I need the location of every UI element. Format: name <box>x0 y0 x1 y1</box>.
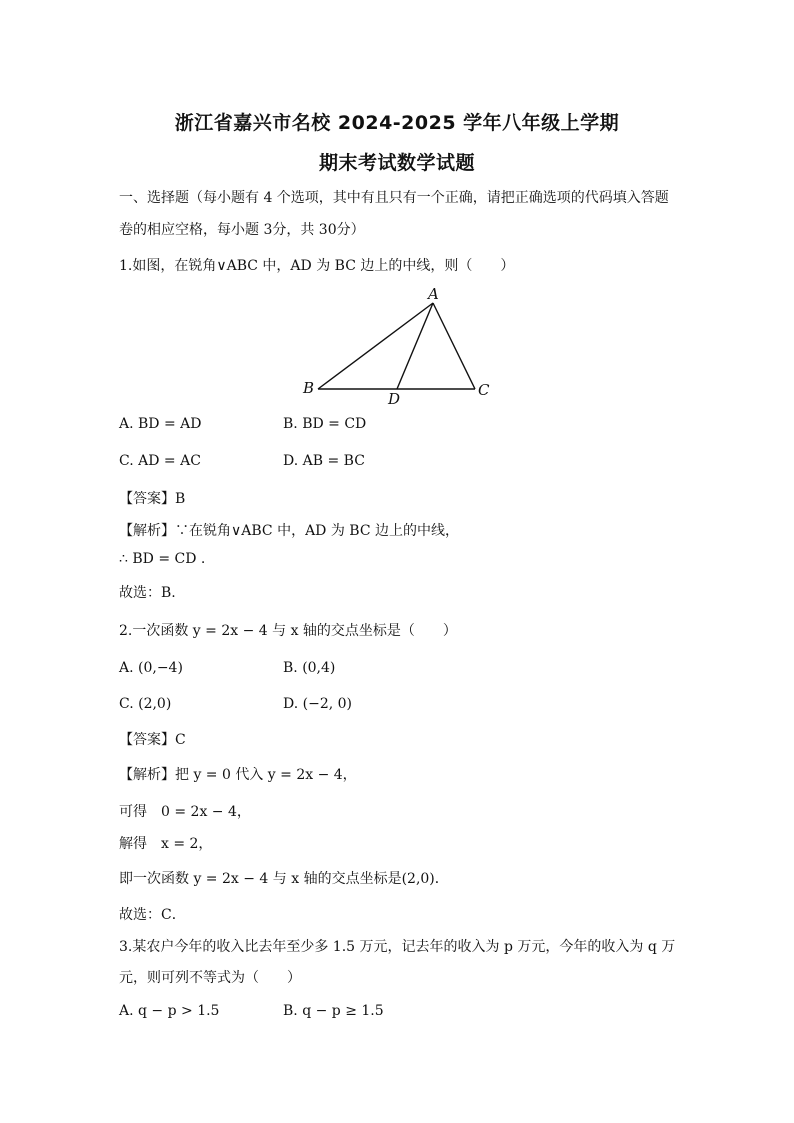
document-title-line2: 期末考试数学试题 <box>318 152 475 174</box>
q3-stem-line1: 3.某农户今年的收入比去年至少多 1.5 万元，记去年的收入为 p 万元，今年的收入为 q 万 <box>119 939 676 955</box>
q3-option-a: A. q − p > 1.5 <box>119 1003 220 1019</box>
q2-option-d: D. (−2, 0) <box>283 696 352 712</box>
triangle-figure <box>300 285 500 405</box>
q2-conclusion: 故选：C． <box>119 907 186 923</box>
vertex-label-D: D <box>388 390 401 405</box>
q1-option-c: C. AD = AC <box>119 453 201 469</box>
vertex-label-C: C <box>478 381 490 399</box>
q3-stem-line2: 元，则可列不等式为（ ） <box>119 970 301 986</box>
vertex-label-A: A <box>428 285 439 303</box>
q2-option-b: B. (0,4) <box>283 660 336 676</box>
q2-analysis-line4: 即一次函数 y = 2x − 4 与 x 轴的交点坐标是(2,0)． <box>119 871 449 887</box>
q3-option-b: B. q − p ≥ 1.5 <box>283 1003 384 1019</box>
q2-analysis-line3: 解得 x = 2， <box>119 836 213 852</box>
segment-AC <box>433 303 475 389</box>
q2-analysis-line1: 【解析】把 y = 0 代入 y = 2x − 4， <box>119 767 357 783</box>
q1-conclusion: 故选：B. <box>119 585 176 601</box>
q1-answer: 【答案】B <box>119 491 186 507</box>
document-title-line1: 浙江省嘉兴市名校 2024-2025 学年八年级上学期 <box>174 112 620 134</box>
q2-analysis-line2: 可得 0 = 2x − 4， <box>119 804 251 820</box>
q2-option-a: A. (0,−4) <box>119 660 183 676</box>
vertex-label-B: B <box>303 379 315 397</box>
q2-option-c: C. (2,0) <box>119 696 172 712</box>
q1-option-b: B. BD = CD <box>283 416 367 432</box>
q2-answer: 【答案】C <box>119 732 186 748</box>
section-header-line1: 一、选择题（每小题有 4 个选项，其中有且只有一个正确，请把正确选项的代码填入答题 <box>119 190 669 206</box>
q1-analysis-line2: ∴ BD = CD . <box>119 551 206 567</box>
q1-analysis-line1: 【解析】∵在锐角∨ABC 中，AD 为 BC 边上的中线， <box>119 523 460 539</box>
q2-stem: 2.一次函数 y = 2x − 4 与 x 轴的交点坐标是（ ） <box>119 623 457 639</box>
q1-option-d: D. AB = BC <box>283 453 365 469</box>
q1-option-a: A. BD = AD <box>119 416 202 432</box>
section-header-line2: 卷的相应空格，每小题 3分，共 30分） <box>119 222 365 238</box>
q1-stem: 1.如图，在锐角∨ABC 中，AD 为 BC 边上的中线，则（ ） <box>119 258 515 274</box>
